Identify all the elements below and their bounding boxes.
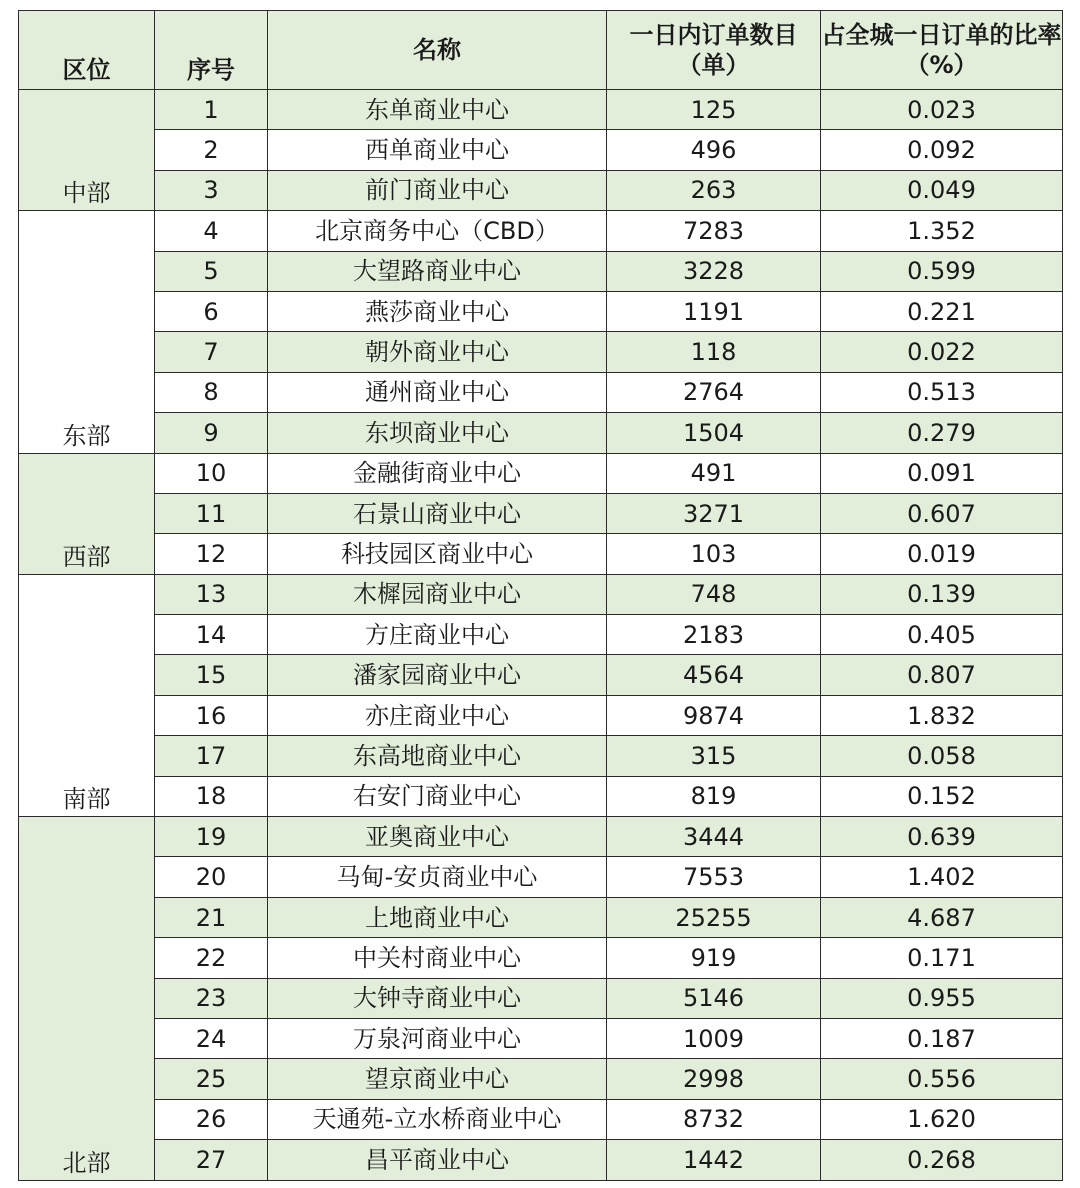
- share-cell: 0.279: [821, 413, 1063, 453]
- center-name-cell: 右安门商业中心: [268, 776, 607, 816]
- table-row: [19, 211, 1063, 251]
- orders-cell: 1009: [607, 1018, 821, 1058]
- table-row: [19, 90, 1063, 130]
- center-name-cell: 万泉河商业中心: [268, 1018, 607, 1058]
- share-cell: 1.620: [821, 1099, 1063, 1139]
- table-row: [19, 897, 1063, 937]
- center-name-cell: 燕莎商业中心: [268, 291, 607, 331]
- table-row: [19, 857, 1063, 897]
- orders-cell: 25255: [607, 897, 821, 937]
- row-number-cell: 24: [155, 1018, 268, 1058]
- row-number-cell: 2: [155, 130, 268, 170]
- center-name-cell: 北京商务中心（CBD）: [268, 211, 607, 251]
- row-number-cell: 8: [155, 372, 268, 412]
- table-row: [19, 1140, 1063, 1180]
- row-number-cell: 23: [155, 978, 268, 1018]
- orders-cell: 819: [607, 776, 821, 816]
- orders-cell: 3444: [607, 817, 821, 857]
- table-row: [19, 615, 1063, 655]
- share-cell: 0.221: [821, 291, 1063, 331]
- header-no: 序号: [155, 11, 268, 90]
- header-orders: 一日内订单数目（单）: [607, 11, 821, 90]
- table-body: [19, 90, 1063, 1181]
- center-name-cell: 木樨园商业中心: [268, 574, 607, 614]
- region-cell: 中部: [19, 90, 155, 211]
- row-number-cell: 10: [155, 453, 268, 493]
- table-row: [19, 817, 1063, 857]
- table-row: [19, 413, 1063, 453]
- region-cell: 北部: [19, 817, 155, 1181]
- share-cell: 0.023: [821, 90, 1063, 130]
- center-name-cell: 大望路商业中心: [268, 251, 607, 291]
- header-region: 区位: [19, 11, 155, 90]
- row-number-cell: 26: [155, 1099, 268, 1139]
- table-row: [19, 776, 1063, 816]
- center-name-cell: 东坝商业中心: [268, 413, 607, 453]
- table-row: [19, 251, 1063, 291]
- row-number-cell: 17: [155, 736, 268, 776]
- orders-cell: 1504: [607, 413, 821, 453]
- center-name-cell: 通州商业中心: [268, 372, 607, 412]
- center-name-cell: 西单商业中心: [268, 130, 607, 170]
- orders-cell: 8732: [607, 1099, 821, 1139]
- orders-cell: 5146: [607, 978, 821, 1018]
- center-name-cell: 潘家园商业中心: [268, 655, 607, 695]
- share-cell: 0.171: [821, 938, 1063, 978]
- row-number-cell: 9: [155, 413, 268, 453]
- share-cell: 0.058: [821, 736, 1063, 776]
- table-row: [19, 938, 1063, 978]
- row-number-cell: 4: [155, 211, 268, 251]
- center-name-cell: 马甸-安贞商业中心: [268, 857, 607, 897]
- share-cell: 1.352: [821, 211, 1063, 251]
- share-cell: 0.187: [821, 1018, 1063, 1058]
- row-number-cell: 18: [155, 776, 268, 816]
- center-name-cell: 上地商业中心: [268, 897, 607, 937]
- row-number-cell: 14: [155, 615, 268, 655]
- share-cell: 0.049: [821, 170, 1063, 210]
- share-cell: 1.832: [821, 695, 1063, 735]
- center-name-cell: 天通苑-立水桥商业中心: [268, 1099, 607, 1139]
- orders-cell: 1191: [607, 291, 821, 331]
- orders-cell: 7553: [607, 857, 821, 897]
- orders-cell: 125: [607, 90, 821, 130]
- share-cell: 0.607: [821, 493, 1063, 533]
- center-name-cell: 亚奥商业中心: [268, 817, 607, 857]
- share-cell: 0.599: [821, 251, 1063, 291]
- row-number-cell: 20: [155, 857, 268, 897]
- header-share: 占全城一日订单的比率（%）: [821, 11, 1063, 90]
- table-row: [19, 695, 1063, 735]
- share-cell: 0.513: [821, 372, 1063, 412]
- share-cell: 0.152: [821, 776, 1063, 816]
- table-row: [19, 291, 1063, 331]
- share-cell: 1.402: [821, 857, 1063, 897]
- center-name-cell: 前门商业中心: [268, 170, 607, 210]
- header-name: 名称: [268, 11, 607, 90]
- center-name-cell: 大钟寺商业中心: [268, 978, 607, 1018]
- region-cell: 东部: [19, 211, 155, 453]
- center-name-cell: 金融街商业中心: [268, 453, 607, 493]
- orders-cell: 315: [607, 736, 821, 776]
- share-cell: 0.807: [821, 655, 1063, 695]
- table-row: [19, 1018, 1063, 1058]
- table-row: [19, 170, 1063, 210]
- table-row: [19, 534, 1063, 574]
- share-cell: 0.139: [821, 574, 1063, 614]
- center-name-cell: 科技园区商业中心: [268, 534, 607, 574]
- orders-cell: 263: [607, 170, 821, 210]
- orders-cell: 103: [607, 534, 821, 574]
- table-header-row: [19, 11, 1063, 90]
- orders-cell: 3271: [607, 493, 821, 533]
- row-number-cell: 13: [155, 574, 268, 614]
- share-cell: 0.092: [821, 130, 1063, 170]
- region-cell: 南部: [19, 574, 155, 816]
- table-row: [19, 453, 1063, 493]
- row-number-cell: 1: [155, 90, 268, 130]
- table-row: [19, 372, 1063, 412]
- share-cell: 0.405: [821, 615, 1063, 655]
- table-row: [19, 493, 1063, 533]
- orders-cell: 1442: [607, 1140, 821, 1180]
- orders-cell: 2183: [607, 615, 821, 655]
- table-row: [19, 1059, 1063, 1099]
- table-row: [19, 574, 1063, 614]
- row-number-cell: 3: [155, 170, 268, 210]
- center-name-cell: 亦庄商业中心: [268, 695, 607, 735]
- share-cell: 4.687: [821, 897, 1063, 937]
- share-cell: 0.955: [821, 978, 1063, 1018]
- center-name-cell: 东高地商业中心: [268, 736, 607, 776]
- center-name-cell: 中关村商业中心: [268, 938, 607, 978]
- orders-cell: 7283: [607, 211, 821, 251]
- row-number-cell: 27: [155, 1140, 268, 1180]
- orders-cell: 748: [607, 574, 821, 614]
- table-row: [19, 332, 1063, 372]
- orders-cell: 4564: [607, 655, 821, 695]
- center-name-cell: 东单商业中心: [268, 90, 607, 130]
- table-row: [19, 736, 1063, 776]
- row-number-cell: 15: [155, 655, 268, 695]
- business-center-orders-table: [18, 10, 1063, 1181]
- share-cell: 0.268: [821, 1140, 1063, 1180]
- orders-cell: 919: [607, 938, 821, 978]
- row-number-cell: 11: [155, 493, 268, 533]
- row-number-cell: 12: [155, 534, 268, 574]
- row-number-cell: 21: [155, 897, 268, 937]
- table-row: [19, 1099, 1063, 1139]
- orders-cell: 2764: [607, 372, 821, 412]
- row-number-cell: 16: [155, 695, 268, 735]
- row-number-cell: 25: [155, 1059, 268, 1099]
- share-cell: 0.019: [821, 534, 1063, 574]
- orders-cell: 118: [607, 332, 821, 372]
- orders-cell: 2998: [607, 1059, 821, 1099]
- share-cell: 0.091: [821, 453, 1063, 493]
- table-row: [19, 978, 1063, 1018]
- center-name-cell: 方庄商业中心: [268, 615, 607, 655]
- region-cell: 西部: [19, 453, 155, 574]
- orders-cell: 496: [607, 130, 821, 170]
- row-number-cell: 7: [155, 332, 268, 372]
- table-row: [19, 655, 1063, 695]
- table-row: [19, 130, 1063, 170]
- row-number-cell: 6: [155, 291, 268, 331]
- row-number-cell: 5: [155, 251, 268, 291]
- center-name-cell: 朝外商业中心: [268, 332, 607, 372]
- share-cell: 0.556: [821, 1059, 1063, 1099]
- center-name-cell: 望京商业中心: [268, 1059, 607, 1099]
- center-name-cell: 昌平商业中心: [268, 1140, 607, 1180]
- center-name-cell: 石景山商业中心: [268, 493, 607, 533]
- row-number-cell: 19: [155, 817, 268, 857]
- orders-cell: 491: [607, 453, 821, 493]
- row-number-cell: 22: [155, 938, 268, 978]
- orders-cell: 9874: [607, 695, 821, 735]
- share-cell: 0.639: [821, 817, 1063, 857]
- share-cell: 0.022: [821, 332, 1063, 372]
- orders-cell: 3228: [607, 251, 821, 291]
